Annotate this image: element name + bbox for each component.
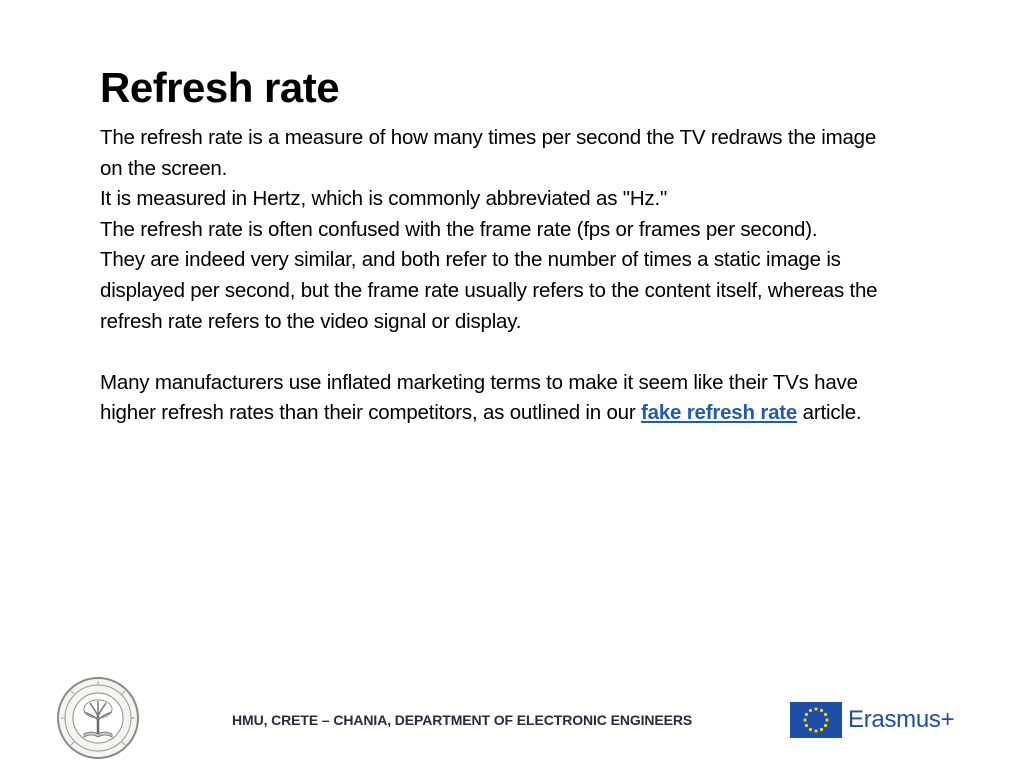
paragraph-spacer bbox=[100, 337, 900, 368]
fake-refresh-rate-link[interactable]: fake refresh rate bbox=[641, 401, 798, 425]
university-seal-icon bbox=[54, 676, 142, 760]
marketing-text: Many manufacturers use inflated marketing terms to make it seem like their TVs have higher refresh rates than their competitors, as outlined in our bbox=[100, 370, 858, 425]
marketing-text-end: article. bbox=[797, 401, 862, 425]
eu-star-icon bbox=[814, 729, 817, 732]
eu-star-icon bbox=[803, 718, 806, 721]
paragraph-definition: The refresh rate is a measure of how many times per second the TV redraws the image on the screen. bbox=[100, 126, 877, 180]
erasmus-logo bbox=[790, 700, 954, 740]
eu-star-icon bbox=[820, 728, 823, 731]
paragraph-marketing bbox=[100, 368, 900, 429]
erasmus-label: Erasmus+ bbox=[848, 706, 955, 733]
slide-body bbox=[100, 123, 900, 429]
eu-star-icon bbox=[820, 709, 823, 712]
eu-star-icon bbox=[809, 728, 812, 731]
eu-flag-icon bbox=[790, 702, 842, 738]
eu-star-icon bbox=[809, 709, 812, 712]
paragraph-confusion: The refresh rate is often confused with the frame rate (fps or frames per second). bbox=[100, 217, 818, 241]
eu-star-icon bbox=[824, 724, 827, 727]
eu-star-icon bbox=[805, 713, 808, 716]
paragraph-similarity: They are indeed very similar, and both refer to the number of times a static image is displayed per second, but the frame rate usually refers to the content itself, whereas the refresh rate refers to the video signal or display. bbox=[100, 248, 878, 333]
eu-star-icon bbox=[824, 713, 827, 716]
slide-title: Refresh rate bbox=[100, 64, 340, 111]
eu-star-icon bbox=[805, 724, 808, 727]
eu-star-icon bbox=[814, 707, 817, 710]
eu-star-icon bbox=[825, 718, 828, 721]
footer-institution: HMU, CRETE – CHANIA, DEPARTMENT OF ELECTRONIC ENGINEERS bbox=[232, 712, 693, 728]
paragraph-hertz: It is measured in Hertz, which is commonly abbreviated as "Hz." bbox=[100, 187, 668, 211]
